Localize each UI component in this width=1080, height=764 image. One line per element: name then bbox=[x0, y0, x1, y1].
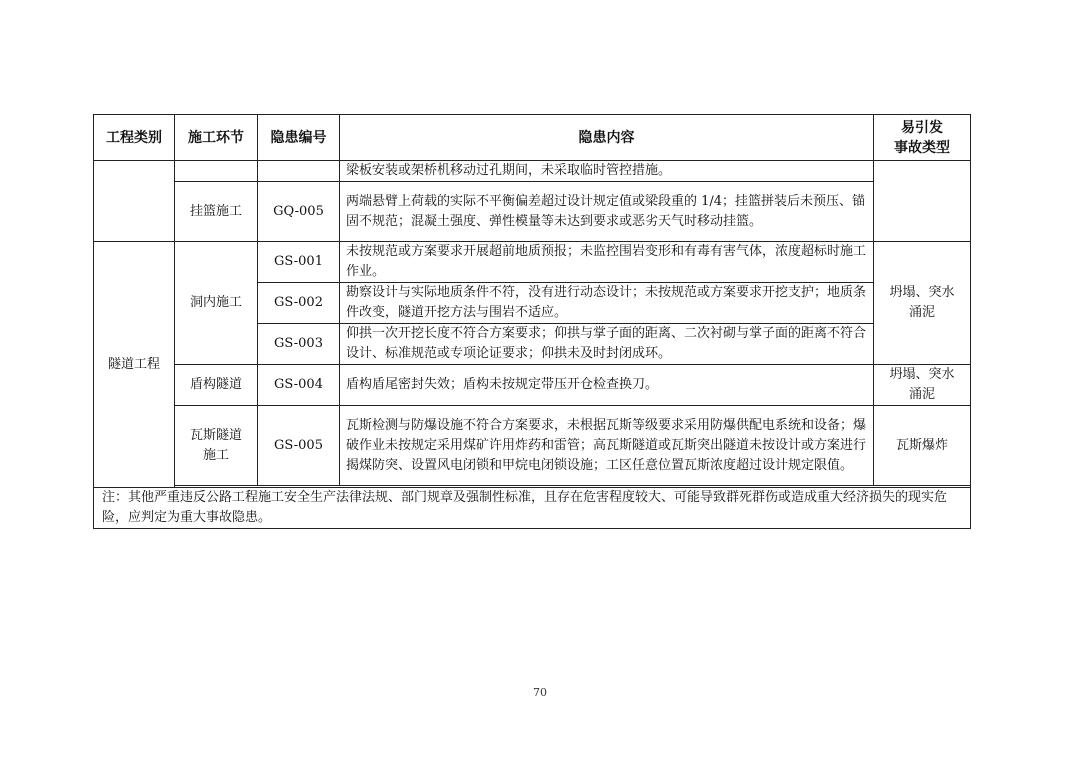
table-row bbox=[94, 242, 971, 283]
hazard-content: 梁板安装或架桥机移动过孔期间，未采取临时管控措施。 bbox=[340, 161, 874, 182]
code-cell: GS-003 bbox=[258, 324, 340, 365]
stage-cell-empty bbox=[175, 161, 258, 182]
hazard-content: 瓦斯检测与防爆设施不符合方案要求，未根据瓦斯等级要求采用防爆供配电系统和设备；爆破作业未按规定采用煤矿许用炸药和雷管；高瓦斯隧道或瓦斯突出隧道未按设计或方案进行揭煤防突、设置风电闭锁和甲烷电闭锁设施；工区任意位置瓦斯浓度超过设计规定限值。 bbox=[340, 406, 874, 486]
accident-type-cell-empty bbox=[874, 161, 971, 242]
hazard-table bbox=[93, 114, 971, 529]
code-cell-empty bbox=[258, 161, 340, 182]
category-cell: 隧道工程 bbox=[94, 242, 175, 488]
stage-cell: 盾构隧道 bbox=[175, 365, 258, 406]
stage-cell: 瓦斯隧道施工 bbox=[175, 406, 258, 486]
code-cell: GS-005 bbox=[258, 406, 340, 486]
code-cell: GS-001 bbox=[258, 242, 340, 283]
note-row bbox=[94, 488, 971, 529]
table-row bbox=[94, 406, 971, 486]
header-accident-type: 易引发 事故类型 bbox=[874, 115, 971, 161]
hazard-content: 盾构盾尾密封失效；盾构未按规定带压开仓检查换刀。 bbox=[340, 365, 874, 406]
hazard-content: 未按规范或方案要求开展超前地质预报；未监控围岩变形和有毒有害气体，浓度超标时施工作业。 bbox=[340, 242, 874, 283]
code-cell: GS-002 bbox=[258, 283, 340, 324]
header-content: 隐患内容 bbox=[340, 115, 874, 161]
header-category: 工程类别 bbox=[94, 115, 175, 161]
stage-cell: 洞内施工 bbox=[175, 242, 258, 365]
header-stage: 施工环节 bbox=[175, 115, 258, 161]
category-cell-empty bbox=[94, 161, 175, 242]
table-row bbox=[94, 161, 971, 182]
accident-type-cell: 瓦斯爆炸 bbox=[874, 406, 971, 486]
table-row bbox=[94, 182, 971, 242]
code-cell: GQ-005 bbox=[258, 182, 340, 242]
hazard-content: 两端悬臂上荷载的实际不平衡偏差超过设计规定值或梁段重的 1/4；挂篮拼装后未预压、锚固不规范；混凝土强度、弹性模量等未达到要求或恶劣天气时移动挂篮。 bbox=[340, 182, 874, 242]
header-code: 隐患编号 bbox=[258, 115, 340, 161]
accident-type-cell: 坍塌、突水涌泥 bbox=[874, 242, 971, 365]
code-cell: GS-004 bbox=[258, 365, 340, 406]
table-note: 注：其他严重违反公路工程施工安全生产法律法规、部门规章及强制性标准，且存在危害程度较大、可能导致群死群伤或造成重大经济损失的现实危险，应判定为重大事故隐患。 bbox=[94, 488, 971, 529]
table-row bbox=[94, 365, 971, 406]
page-number: 70 bbox=[533, 686, 547, 699]
hazard-content: 仰拱一次开挖长度不符合方案要求；仰拱与掌子面的距离、二次衬砌与掌子面的距离不符合设计、标准规范或专项论证要求；仰拱未及时封闭成环。 bbox=[340, 324, 874, 365]
header-row bbox=[94, 115, 971, 161]
hazard-content: 勘察设计与实际地质条件不符，没有进行动态设计；未按规范或方案要求开挖支护；地质条件改变，隧道开挖方法与围岩不适应。 bbox=[340, 283, 874, 324]
stage-cell: 挂篮施工 bbox=[175, 182, 258, 242]
accident-type-cell: 坍塌、突水涌泥 bbox=[874, 365, 971, 406]
